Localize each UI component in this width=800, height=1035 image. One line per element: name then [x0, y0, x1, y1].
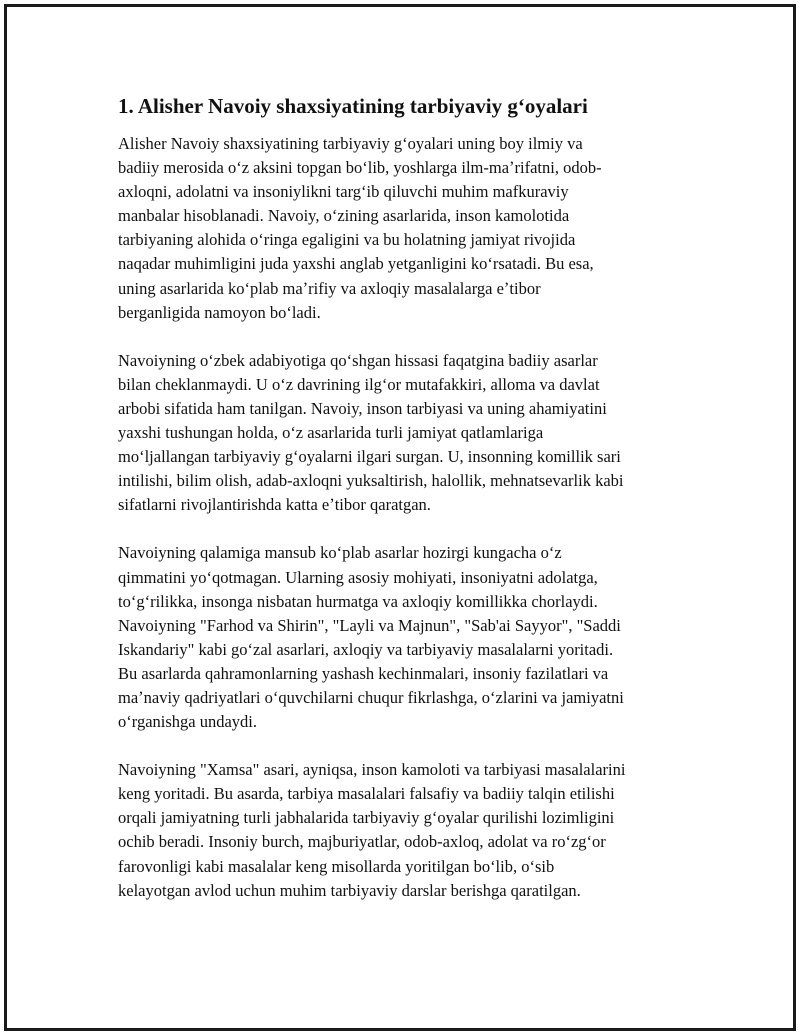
text-line: tarbiyaning alohida oʻringa egaligini va bu holatning jamiyat rivojida — [118, 230, 576, 250]
text-line: badiiy merosida oʻz aksini topgan boʻlib, yoshlarga ilm-maʼrifatni, odob- — [118, 158, 602, 178]
text-line: maʼnaviy qadriyatlari oʻquvchilarni chuqur fikrlashga, oʻzlarini va jamiyatni — [118, 687, 624, 707]
text-line: toʻgʻrilikka, insonga nisbatan hurmatga va axloqiy komillikka chorlaydi. — [118, 591, 598, 611]
text-line: yaxshi tushungan holda, oʻz asarlarida turli jamiyat qatlamlariga — [118, 423, 544, 443]
text-line: moʻljallangan tarbiyaviy gʻoyalarni ilgari surgan. U, insonning komillik sari — [118, 447, 621, 467]
text-line: berganligida namoyon boʻladi. — [118, 302, 321, 322]
text-line: uning asarlarida koʻplab maʼrifiy va axloqiy masalalarga eʼtibor — [118, 278, 541, 298]
paragraph-1 — [118, 132, 688, 325]
text-line: kelayotgan avlod uchun muhim tarbiyaviy darslar berishga qaratilgan. — [118, 880, 581, 900]
text-line: Navoiyning "Xamsa" asari, ayniqsa, inson kamoloti va tarbiyasi masalalarini — [118, 760, 626, 780]
text-line: farovonligi kabi masalalar keng misollarda yoritilgan boʻlib, oʻsib — [118, 856, 555, 876]
text-line: axloqni, adolatni va insoniylikni targʻib qiluvchi muhim mafkuraviy — [118, 182, 569, 202]
text-line: orqali jamiyatning turli jabhalarida tarbiyaviy gʻoyalar qurilishi lozimligini — [118, 808, 615, 828]
section-heading: 1. Alisher Navoiy shaxsiyatining tarbiyaviy gʻoyalari — [118, 94, 588, 118]
text-line: qimmatini yoʻqotmagan. Ularning asosiy mohiyati, insoniyatni adolatga, — [118, 567, 598, 587]
text-line: ochib beradi. Insoniy burch, majburiyatlar, odob-axloq, adolat va roʻzgʻor — [118, 832, 606, 852]
text-line: oʻrganishga undaydi. — [118, 712, 258, 732]
text-line: arbobi sifatida ham tanilgan. Navoiy, inson tarbiyasi va uning ahamiyatini — [118, 398, 607, 418]
text-line: Navoiyning qalamiga mansub koʻplab asarlar hozirgi kungacha oʻz — [118, 543, 562, 563]
text-line: Alisher Navoiy shaxsiyatining tarbiyaviy gʻoyalari uning boy ilmiy va — [118, 134, 583, 153]
text-line: manbalar hisoblanadi. Navoiy, oʻzining asarlarida, inson kamolotida — [118, 206, 570, 226]
text-line: bilan cheklanmaydi. U oʻz davrining ilgʻor mutafakkiri, alloma va davlat — [118, 374, 600, 394]
text-line: Navoiyning "Farhod va Shirin", "Layli va Majnun", "Sab'ai Sayyor", "Saddi — [118, 615, 621, 635]
paragraph-4 — [118, 758, 688, 903]
text-line: Navoiyning oʻzbek adabiyotiga qoʻshgan hissasi faqatgina badiiy asarlar — [118, 350, 598, 370]
text-line: Bu asarlarda qahramonlarning yashash kechinmalari, insoniy fazilatlari va — [118, 663, 609, 683]
paragraph-2 — [118, 349, 688, 518]
text-line: keng yoritadi. Bu asarda, tarbiya masalalari falsafiy va badiiy talqin etilishi — [118, 784, 615, 804]
paragraph-3 — [118, 541, 688, 734]
text-line: sifatlarni rivojlantirishda katta eʼtibor qaratgan. — [118, 495, 431, 515]
document-body — [118, 93, 688, 927]
text-line: intilishi, bilim olish, adab-axloqni yuksaltirish, halollik, mehnatsevarlik kabi — [118, 471, 624, 491]
text-line: Iskandariy" kabi goʻzal asarlari, axloqiy va tarbiyaviy masalalarni yoritadi. — [118, 639, 614, 659]
text-line: naqadar muhimligini juda yaxshi anglab yetganligini koʻrsatadi. Bu esa, — [118, 254, 594, 274]
